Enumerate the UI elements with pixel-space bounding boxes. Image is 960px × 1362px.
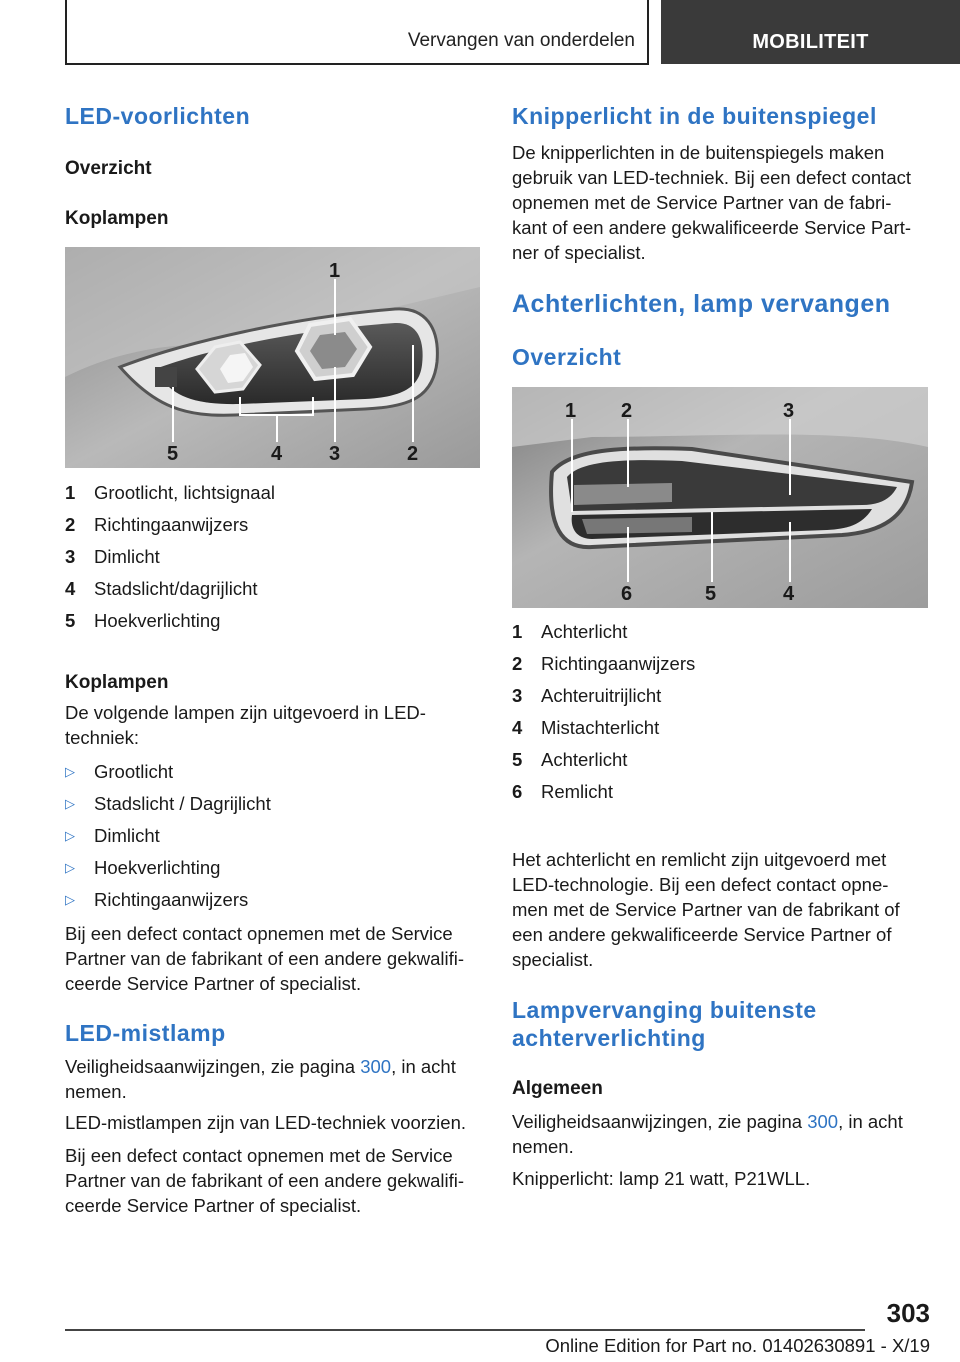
headlights-intro-line2: techniek: [65, 727, 140, 748]
fog-led-text: LED-mistlampen zijn van LED-techniek voorzien. [65, 1112, 467, 1133]
callout-2: 2 [407, 443, 419, 465]
mirror-text-line5: ner of specialist. [512, 242, 646, 263]
footer-rule [65, 1329, 865, 1331]
rear-light-figure [512, 387, 928, 608]
mirror-text-line4: kant of een andere gekwalificeerde Service Part- [512, 217, 911, 238]
title-led-headlights: LED-voorlichten [65, 103, 251, 129]
title-rear-lights: Achterlichten, lamp vervangen [512, 290, 891, 318]
headlight-figure [65, 247, 480, 468]
heading-rear-overview: Overzicht [512, 344, 622, 370]
callout-4: 4 [271, 443, 283, 465]
callout-5: 5 [167, 443, 179, 465]
header-section-tab[interactable]: MOBILITEIT [661, 0, 960, 64]
header-chapter: Vervangen van onderdelen [407, 30, 635, 51]
fog-safety-line1: Veiligheidsaanwijzingen, zie pagina 300, in acht [65, 1056, 456, 1077]
blinker-spec: Knipperlicht: lamp 21 watt, P21WLL. [512, 1168, 811, 1189]
title-led-fog-lamp: LED-mistlamp [65, 1020, 226, 1046]
legend-item: 2 Richtingaanwijzers [512, 653, 696, 674]
heading-overview: Overzicht [65, 158, 152, 179]
rear-text-line2: LED-technologie. Bij een defect contact opne- [512, 874, 889, 895]
fog-defect-line1: Bij een defect contact opnemen met de Service [65, 1145, 453, 1166]
heading-general: Algemeen [512, 1078, 603, 1099]
title-mirror-indicator: Knipperlicht in de buitenspiegel [512, 103, 877, 129]
header-border-bottom [65, 63, 649, 65]
callout-3: 3 [329, 443, 341, 465]
triangle-bullet-icon: ▷ [65, 860, 75, 875]
legend-item: 3 Dimlicht [65, 546, 160, 567]
callout-6: 6 [621, 583, 633, 605]
footer-edition: Online Edition for Part no. 01402630891 - X/19 [545, 1335, 930, 1356]
legend-item: 6 Remlicht [512, 781, 613, 802]
legend-item: 4 Mistachterlicht [512, 717, 660, 738]
callout-1: 1 [329, 260, 341, 282]
rear-text-line4: een andere gekwalificeerde Service Partner of [512, 924, 892, 945]
heading-headlights: Koplampen [65, 672, 169, 693]
page-link-300[interactable]: 300 [360, 1056, 392, 1077]
rear-text-line5: specialist. [512, 949, 594, 970]
defect-line1: Bij een defect contact opnemen met de Service [65, 923, 453, 944]
list-item: ▷ Richtingaanwijzers [65, 884, 271, 916]
title-outer-rear-line2: achterverlichting [512, 1025, 706, 1051]
headlight-led-list [65, 756, 271, 916]
list-item: ▷ Dimlicht [65, 820, 271, 852]
list-item: ▷ Stadslicht / Dagrijlicht [65, 788, 271, 820]
defect-line2: Partner van de fabrikant of een andere gekwalifi- [65, 948, 465, 969]
rear-text-line3: men met de Service Partner van de fabrikant of [512, 899, 900, 920]
title-outer-rear-line1: Lampvervanging buitenste [512, 997, 817, 1023]
headlights-intro-line1: De volgende lampen zijn uitgevoerd in LED- [65, 702, 426, 723]
header-border-divider [647, 0, 649, 64]
rear-text-line1: Het achterlicht en remlicht zijn uitgevoerd met [512, 849, 887, 870]
triangle-bullet-icon: ▷ [65, 892, 75, 907]
fog-safety-line2: nemen. [65, 1081, 127, 1102]
legend-item: 5 Achterlicht [512, 749, 628, 770]
list-item: ▷ Hoekverlichting [65, 852, 271, 884]
list-item: ▷ Grootlicht [65, 756, 271, 788]
mirror-text-line2: gebruik van LED-techniek. Bij een defect contact [512, 167, 912, 188]
page-link-300[interactable]: 300 [807, 1111, 839, 1132]
mirror-text-line3: opnemen met de Service Partner van de fabri- [512, 192, 892, 213]
triangle-bullet-icon: ▷ [65, 764, 75, 779]
mirror-text-line1: De knipperlichten in de buitenspiegels maken [512, 142, 885, 163]
safety-line1: Veiligheidsaanwijzingen, zie pagina 300, in acht [512, 1111, 903, 1132]
legend-item: 4 Stadslicht/dagrijlicht [65, 578, 258, 599]
legend-item: 5 Hoekverlichting [65, 610, 221, 631]
callout-4: 4 [783, 583, 795, 605]
triangle-bullet-icon: ▷ [65, 796, 75, 811]
callout-3: 3 [783, 400, 795, 422]
callout-5: 5 [705, 583, 717, 605]
callout-1: 1 [565, 400, 577, 422]
triangle-bullet-icon: ▷ [65, 828, 75, 843]
fog-defect-line3: ceerde Service Partner of specialist. [65, 1195, 362, 1216]
legend-item: 3 Achteruitrijlicht [512, 685, 662, 706]
defect-line3: ceerde Service Partner of specialist. [65, 973, 362, 994]
heading-headlights-figure: Koplampen [65, 208, 169, 229]
page-number: 303 [886, 1298, 930, 1328]
legend-item: 1 Grootlicht, lichtsignaal [65, 482, 275, 503]
rear-light-legend [512, 616, 695, 808]
legend-item: 1 Achterlicht [512, 621, 628, 642]
safety-line2: nemen. [512, 1136, 574, 1157]
callout-2: 2 [621, 400, 633, 422]
headlight-legend [65, 477, 275, 637]
fog-defect-line2: Partner van de fabrikant of een andere gekwalifi- [65, 1170, 465, 1191]
legend-item: 2 Richtingaanwijzers [65, 514, 249, 535]
